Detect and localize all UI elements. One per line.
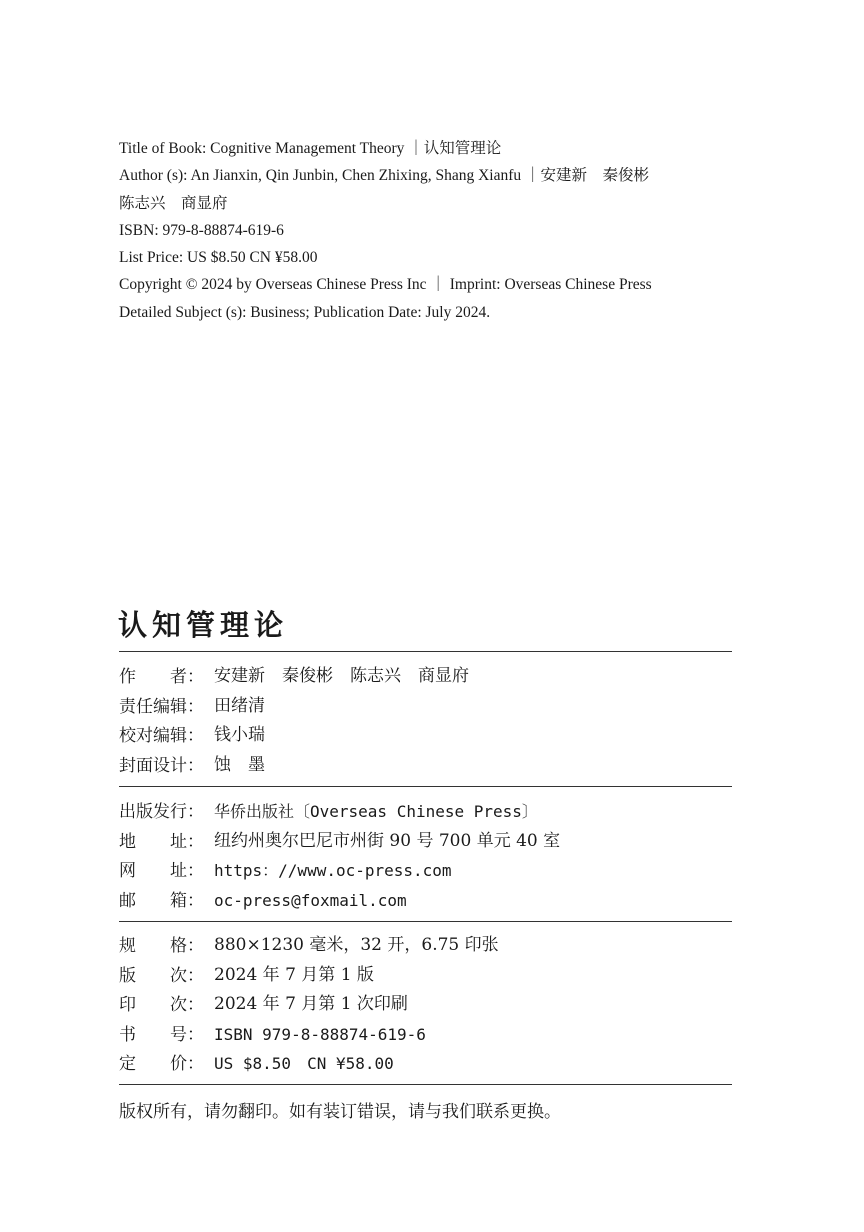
field-label: 网 址： — [119, 861, 204, 881]
author-line-continued: 陈志兴 商显府 — [119, 194, 228, 212]
book-title-line: Title of Book: Cognitive Management Theory ｜认知管理论 — [119, 140, 502, 157]
email-address[interactable]: oc-press@foxmail.com — [214, 890, 407, 910]
isbn-row — [119, 1020, 732, 1050]
publisher-section — [119, 797, 732, 915]
divider — [119, 921, 732, 922]
chinese-book-title: 认知管理论 — [118, 608, 289, 642]
credit-row-author — [119, 662, 732, 692]
field-label: 封面设计： — [119, 755, 204, 775]
field-label: 责任编辑： — [119, 696, 204, 716]
divider — [119, 786, 732, 787]
field-label: 地 址： — [119, 831, 204, 851]
field-label: 出版发行： — [119, 802, 204, 821]
field-label: 邮 箱： — [119, 890, 204, 910]
field-value: 蚀 墨 — [214, 754, 265, 775]
author-line: Author (s): An Jianxin, Qin Junbin, Chen Zhixing, Shang Xianfu ｜安建新 秦俊彬 — [119, 167, 649, 185]
credit-row-editor — [119, 692, 732, 722]
field-label: 书 号： — [119, 1024, 204, 1044]
email-row — [119, 886, 732, 916]
credit-row-proofreader — [119, 721, 732, 751]
field-value: 2024 年 7 月第 1 版 — [214, 964, 374, 985]
edition-row — [119, 961, 732, 991]
website-row — [119, 856, 732, 886]
copyright-line: Copyright © 2024 by Overseas Chinese Press Inc ｜ Imprint: Overseas Chinese Press — [119, 276, 652, 294]
field-label: 作 者： — [119, 667, 204, 686]
subject-line: Detailed Subject (s): Business; Publication Date: July 2024. — [119, 303, 491, 321]
english-bibliographic-info — [119, 135, 739, 326]
field-value: US $8.50 CN ¥58.00 — [214, 1054, 394, 1074]
isbn-line: ISBN: 979-8-88874-619-6 — [119, 221, 284, 239]
edition-section — [119, 931, 732, 1079]
printing-row — [119, 990, 732, 1020]
field-label: 印 次： — [119, 995, 204, 1015]
credits-section — [119, 662, 732, 780]
format-row — [119, 931, 732, 961]
divider — [119, 1084, 732, 1085]
field-label: 版 次： — [119, 965, 204, 985]
rights-notice: 版权所有，请勿翻印。如有装订错误，请与我们联系更换。 — [119, 1102, 561, 1121]
website-url[interactable]: https：//www.oc-press.com — [214, 861, 452, 881]
field-value: 880×1230 毫米，32 开，6.75 印张 — [214, 935, 499, 955]
field-value: 华侨出版社〔Overseas Chinese Press〕 — [214, 802, 538, 821]
field-value: 安建新 秦俊彬 陈志兴 商显府 — [214, 666, 469, 686]
field-label: 规 格： — [119, 936, 204, 955]
field-label: 定 价： — [119, 1054, 204, 1074]
credit-row-cover-design — [119, 751, 732, 781]
field-value: ISBN 979-8-88874-619-6 — [214, 1024, 426, 1044]
list-price-line: List Price: US $8.50 CN ¥58.00 — [119, 249, 318, 267]
field-value: 2024 年 7 月第 1 次印刷 — [214, 994, 408, 1015]
field-value: 钱小瑞 — [214, 725, 265, 746]
address-row — [119, 827, 732, 857]
publisher-row — [119, 797, 732, 827]
price-row — [119, 1049, 732, 1079]
divider — [119, 651, 732, 652]
field-value: 纽约州奥尔巴尼市州街 90 号 700 单元 40 室 — [214, 830, 561, 851]
field-value: 田绪清 — [214, 695, 265, 716]
field-label: 校对编辑： — [119, 726, 204, 746]
